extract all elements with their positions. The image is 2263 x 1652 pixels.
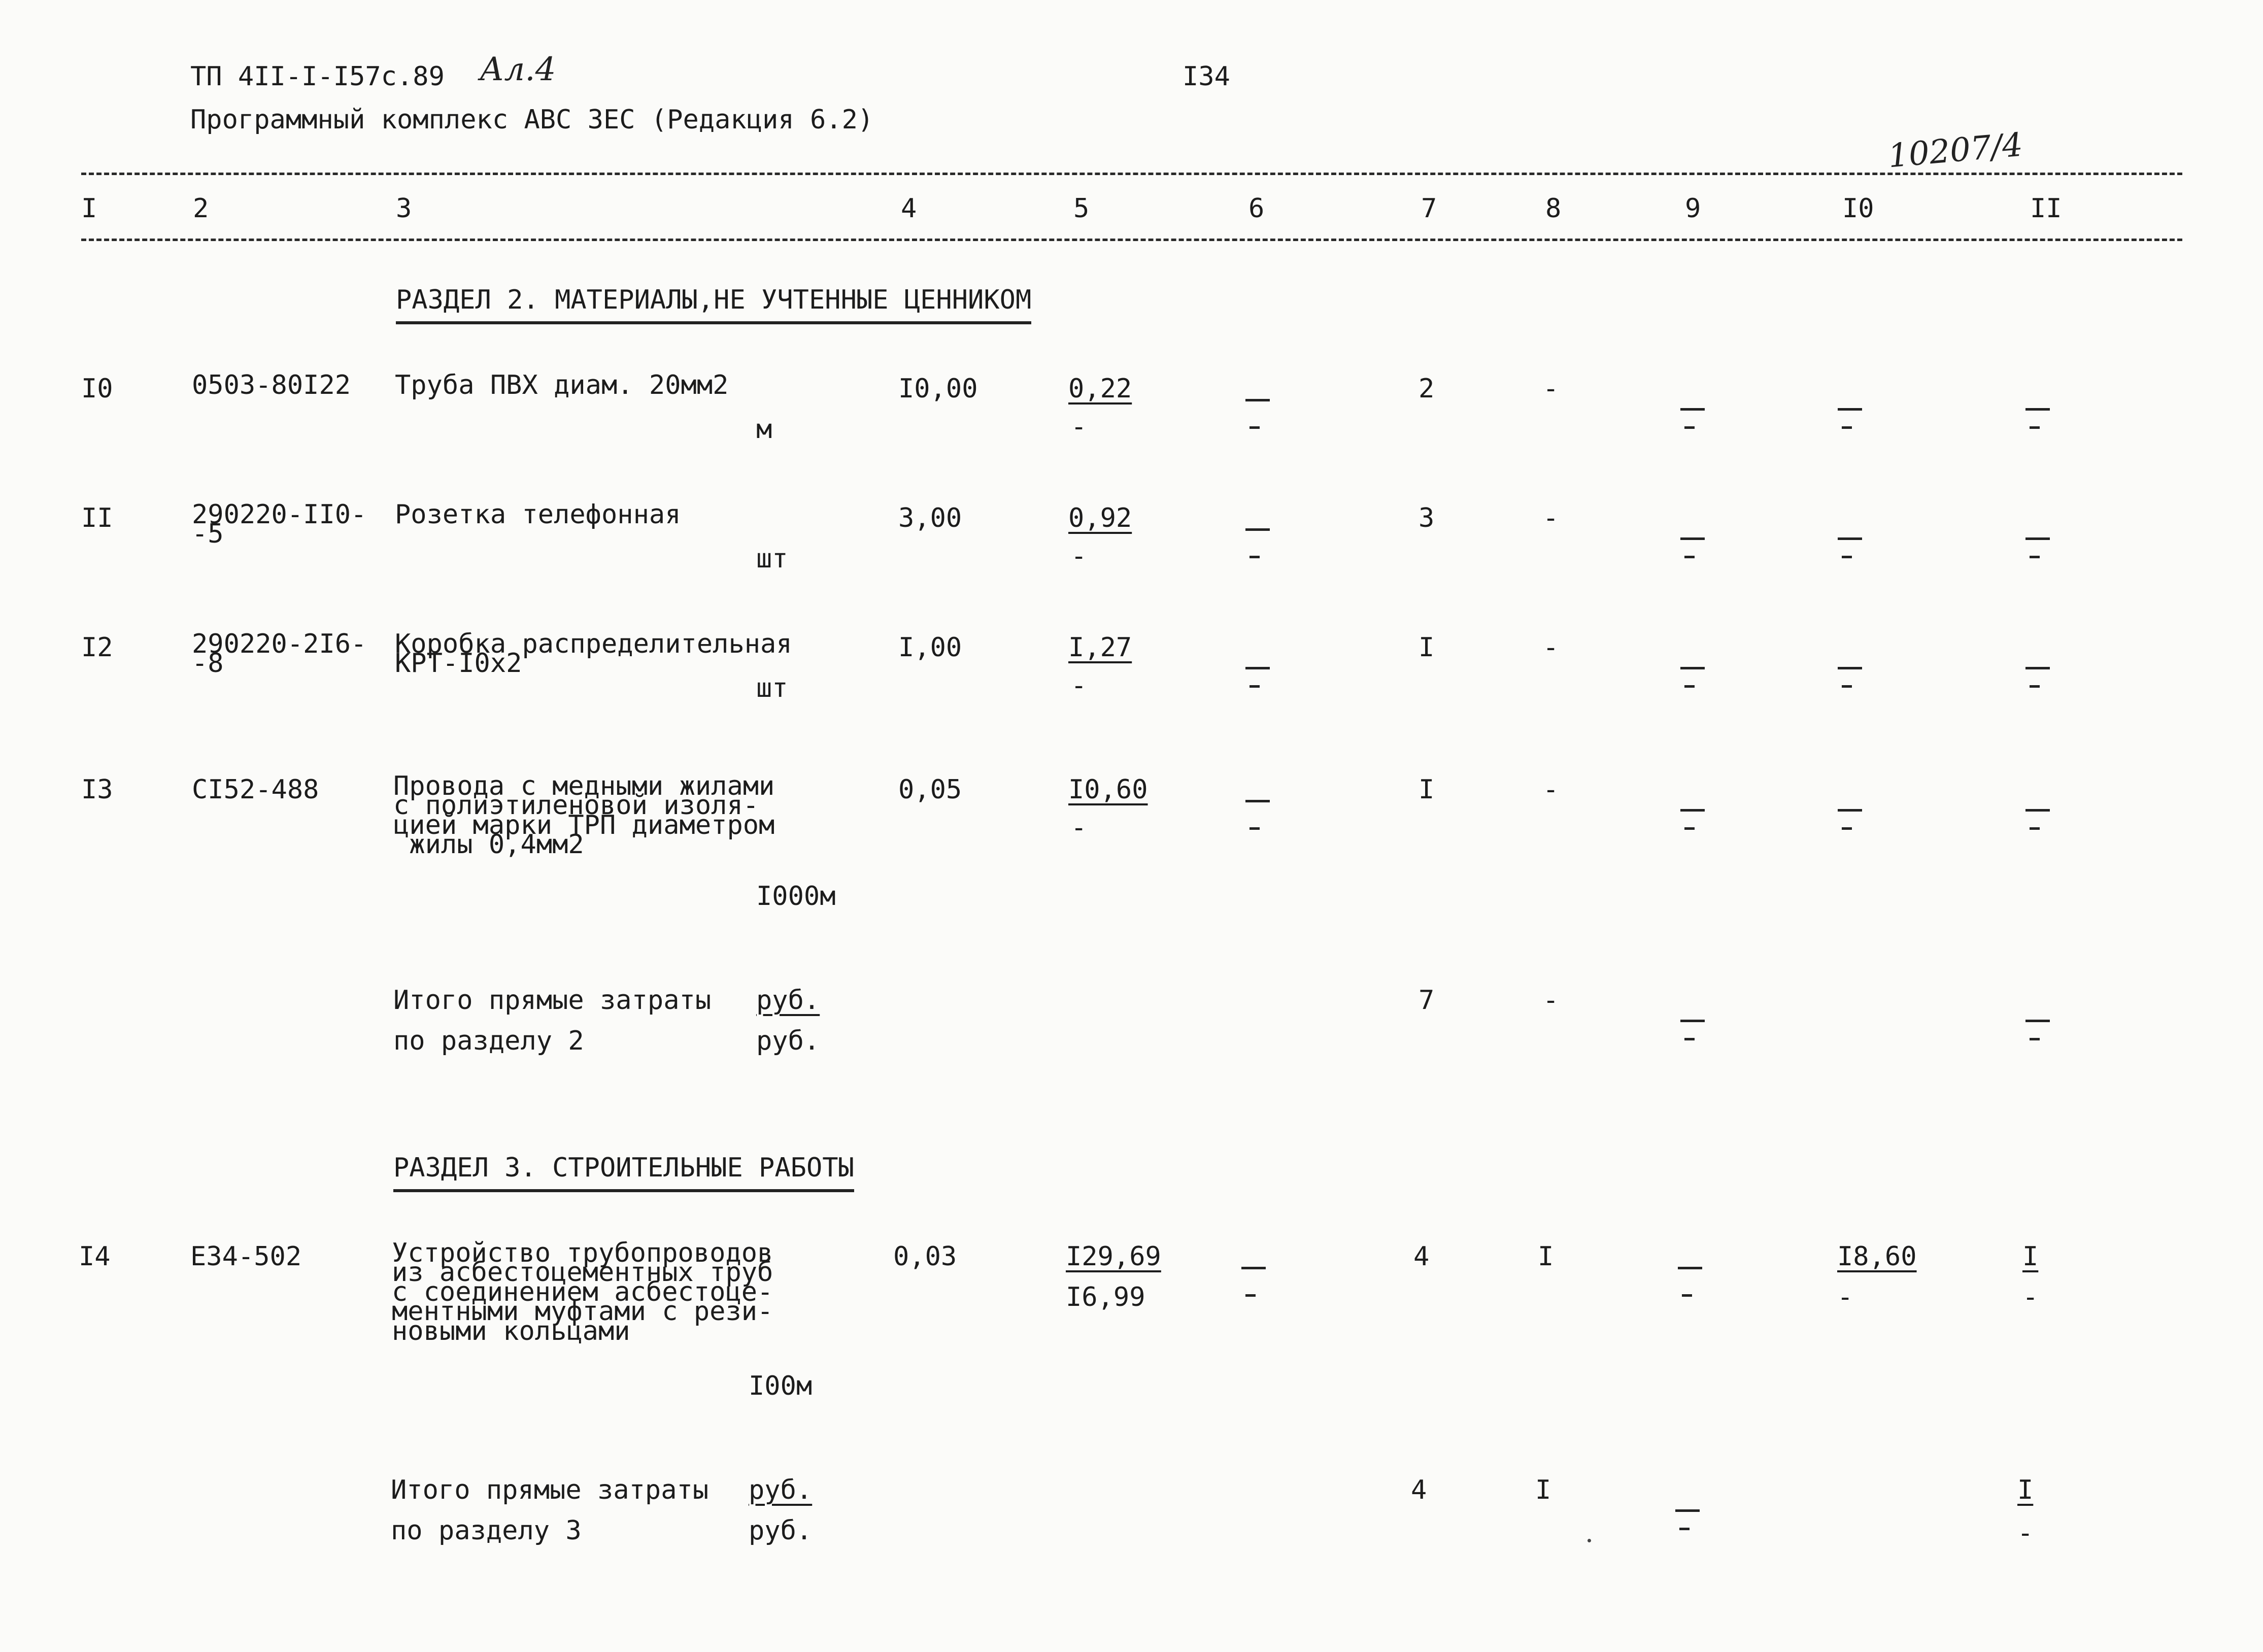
column-header: 7: [1421, 193, 1437, 224]
total-unit-second: руб.: [749, 1515, 813, 1546]
section-3-title: РАЗДЕЛ 3. СТРОИТЕЛЬНЫЕ РАБОТЫ: [393, 1155, 854, 1192]
row-price: I29,69: [1066, 1241, 1161, 1272]
row-quantity: I,00: [898, 632, 962, 663]
row-price: I,27: [1068, 632, 1132, 663]
row-unit: шт: [756, 544, 788, 574]
column-header: 6: [1248, 193, 1265, 224]
row-price-second: -: [1071, 813, 1087, 843]
row-unit: м: [756, 414, 772, 445]
row-name: Провода с медными жилами с полиэтиленовой изоля- цией марки ТРП диаметром жилы 0,4мм2: [393, 771, 775, 860]
row-col8: -: [1543, 374, 1559, 404]
dash-mark: [1242, 792, 1273, 829]
row-price: 0,22: [1068, 374, 1132, 404]
dash-mark: [1677, 520, 1708, 558]
total-unit: руб.: [756, 985, 820, 1016]
sheet-code: 10207/4: [1886, 126, 2024, 176]
row-unit: шт: [756, 673, 788, 703]
dash-mark: [1835, 520, 1865, 558]
row-col8: -: [1543, 503, 1559, 533]
total-label: Итого прямые затраты: [393, 985, 712, 1016]
total-unit: руб.: [749, 1475, 813, 1505]
row-col7: 4: [1413, 1241, 1430, 1272]
dash-mark: [1677, 650, 1708, 687]
row-code: СI52-488: [192, 774, 319, 805]
column-header: I0: [1842, 193, 1874, 224]
row-col8: -: [1543, 632, 1559, 663]
ink-dot: [1588, 1539, 1591, 1542]
row-name: Коробка распределительная КРТ-I0х2: [395, 629, 792, 679]
row-unit: I00м: [749, 1371, 813, 1401]
dash-mark: [1835, 650, 1865, 687]
row-quantity: 0,05: [898, 774, 962, 805]
total-col11-second: -: [2017, 1518, 2034, 1548]
row-code: 290220-2I6- -8: [192, 629, 367, 679]
row-col7: I: [1418, 632, 1435, 663]
row-price: I0,60: [1068, 774, 1148, 805]
total-label-section: по разделу 2: [393, 1026, 584, 1056]
row-number: I3: [81, 774, 113, 805]
dash-mark: [2022, 650, 2053, 687]
dash-mark: [2022, 1002, 2053, 1040]
column-header: I: [81, 193, 97, 224]
total-label-section: по разделу 3: [391, 1515, 582, 1546]
dash-mark: [2022, 792, 2053, 829]
dash-mark: [1672, 1492, 1703, 1530]
row-quantity: 3,00: [898, 503, 962, 533]
dash-mark: [2022, 520, 2053, 558]
row-number: I4: [79, 1241, 111, 1272]
header-rule-bottom: [81, 239, 2182, 241]
dash-mark: [1242, 520, 1273, 558]
column-header: 4: [901, 193, 917, 224]
dash-mark: [1677, 792, 1708, 829]
row-number: I0: [81, 374, 113, 404]
column-header: 8: [1545, 193, 1562, 224]
row-name: Розетка телефонная: [395, 499, 681, 530]
page-number: I34: [1183, 61, 1230, 92]
row-col10-second: -: [1837, 1282, 1853, 1312]
row-col7: 3: [1418, 503, 1435, 533]
dash-mark: [2022, 391, 2053, 428]
row-number: II: [81, 503, 113, 533]
row-name: Труба ПВХ диам. 20мм2: [395, 370, 729, 400]
column-header: 2: [193, 193, 209, 224]
dash-mark: [1677, 1002, 1708, 1040]
row-code: 0503-80I22: [192, 370, 351, 400]
total-label: Итого прямые затраты: [391, 1475, 709, 1505]
row-number: I2: [81, 632, 113, 663]
row-col7: 2: [1418, 374, 1435, 404]
total-col8: -: [1543, 985, 1559, 1016]
column-header: 3: [396, 193, 412, 224]
row-code: 290220-II0- -5: [192, 499, 367, 550]
dash-mark: [1677, 391, 1708, 428]
row-price-second: -: [1071, 541, 1087, 571]
row-quantity: 0,03: [893, 1241, 957, 1272]
document-mark: Ал.4: [480, 51, 556, 88]
section-2-title: РАЗДЕЛ 2. МАТЕРИАЛЫ,НЕ УЧТЕННЫЕ ЦЕННИКОМ: [396, 287, 1031, 324]
row-price-second: I6,99: [1066, 1282, 1145, 1312]
document-code: ТП 4II-I-I57с.89: [190, 61, 445, 92]
row-price-second: -: [1071, 670, 1087, 701]
row-col7: I: [1418, 774, 1435, 805]
total-col7: 4: [1411, 1475, 1427, 1505]
row-name: Устройство трубопроводов из асбестоцементных труб с соединением асбестоце- ментными муфтами с рези- новыми кольцами: [392, 1238, 773, 1346]
column-header: 5: [1073, 193, 1090, 224]
row-quantity: I0,00: [898, 374, 978, 404]
header-rule-top: [81, 173, 2182, 175]
dash-mark: [1835, 792, 1865, 829]
total-col7: 7: [1418, 985, 1435, 1016]
row-col10: I8,60: [1837, 1241, 1917, 1272]
dash-mark: [1675, 1259, 1705, 1296]
row-unit: I000м: [756, 881, 836, 912]
dash-mark: [1242, 391, 1273, 428]
row-col8: I: [1538, 1241, 1554, 1272]
total-col8: I: [1535, 1475, 1551, 1505]
row-code: Е34-502: [190, 1241, 302, 1272]
column-header: II: [2030, 193, 2062, 224]
dash-mark: [1238, 1259, 1269, 1296]
row-price-second: -: [1071, 412, 1087, 442]
program-title: Программный комплекс АВС ЗЕС (Редакция 6.2): [190, 105, 874, 135]
row-col11-second: -: [2022, 1282, 2039, 1312]
dash-mark: [1242, 650, 1273, 687]
total-unit-second: руб.: [756, 1026, 820, 1056]
row-col8: -: [1543, 774, 1559, 805]
dash-mark: [1835, 391, 1865, 428]
column-header: 9: [1685, 193, 1701, 224]
total-col11: I: [2017, 1475, 2034, 1505]
row-col11: I: [2022, 1241, 2039, 1272]
row-price: 0,92: [1068, 503, 1132, 533]
